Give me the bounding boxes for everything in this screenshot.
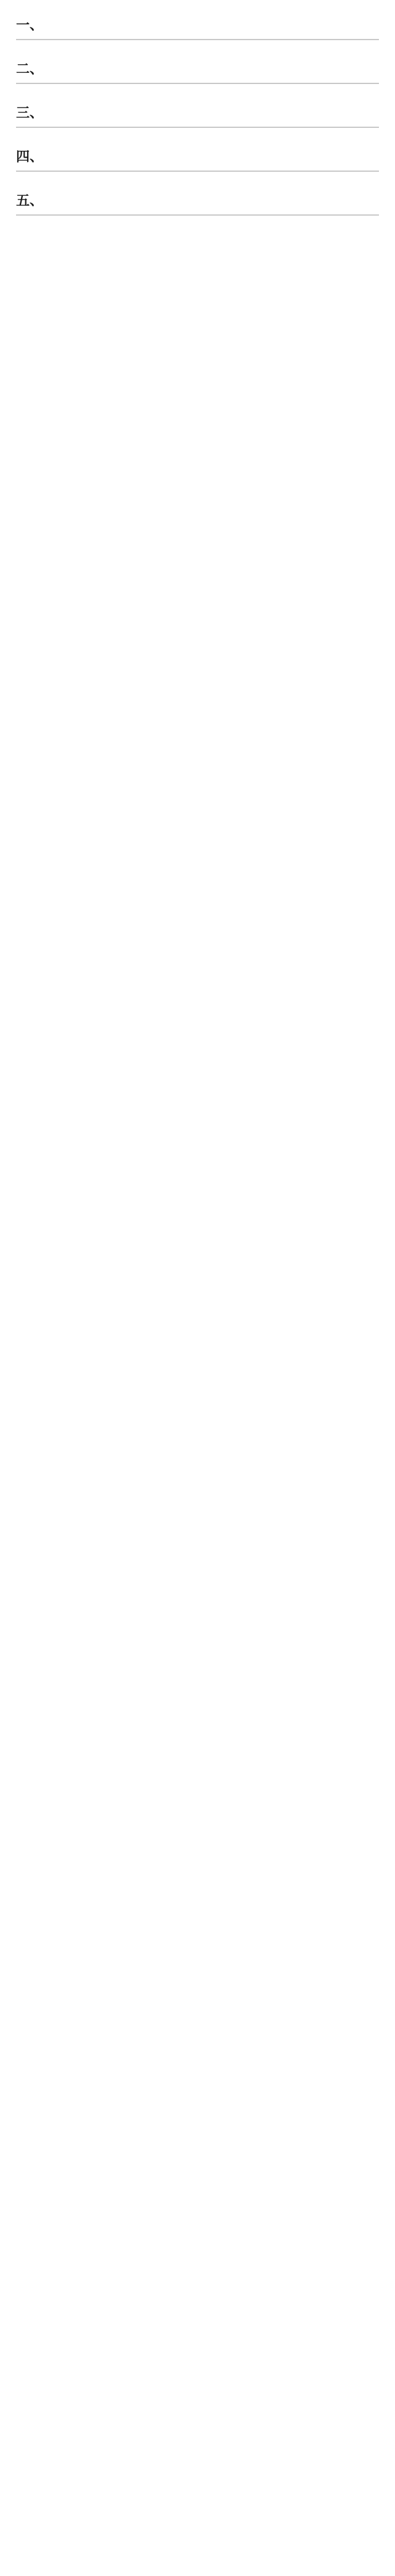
section-title: 五、 xyxy=(16,190,379,216)
toc-section xyxy=(16,190,379,216)
toc-section xyxy=(16,15,379,40)
toc-section xyxy=(16,103,379,128)
section-title: 二、 xyxy=(16,59,379,84)
toc-section xyxy=(16,59,379,84)
section-title: 三、 xyxy=(16,103,379,128)
table-of-contents xyxy=(16,15,379,216)
toc-page xyxy=(0,0,395,259)
toc-section xyxy=(16,146,379,172)
section-title: 四、 xyxy=(16,146,379,172)
section-title: 一、 xyxy=(16,15,379,40)
